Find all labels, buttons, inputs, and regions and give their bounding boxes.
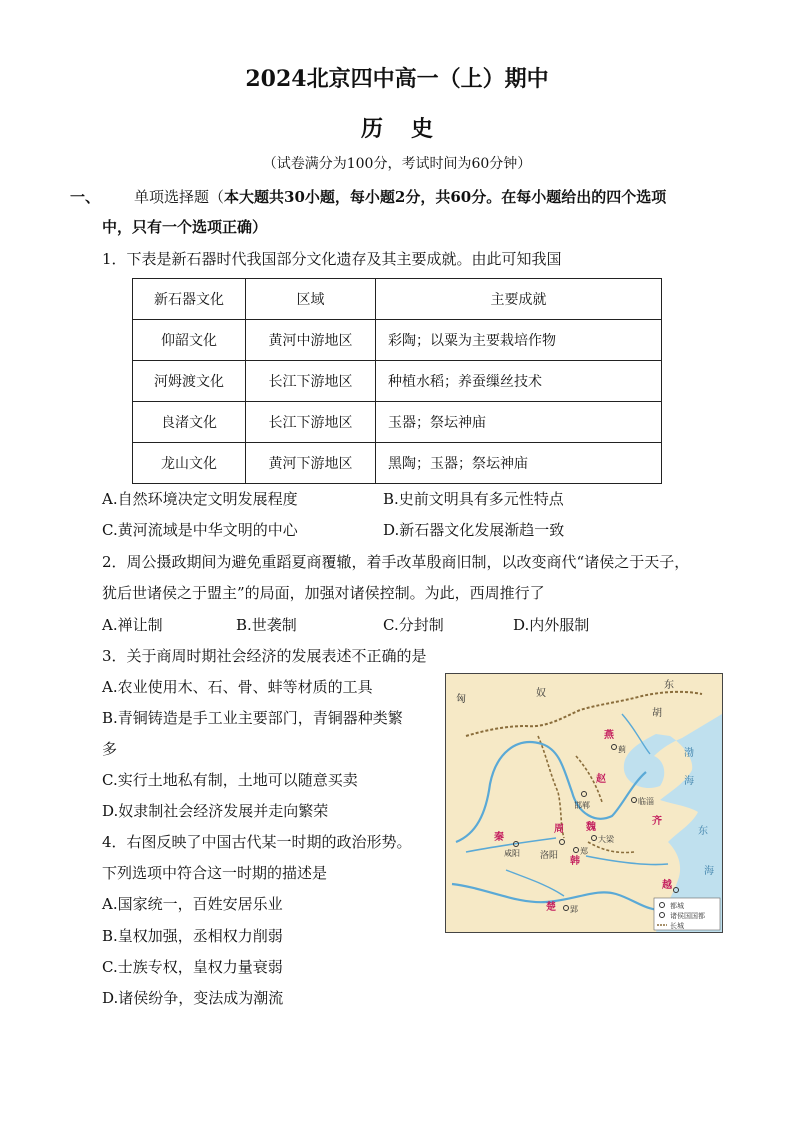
capital-marker [612,745,617,750]
q1-option-c[interactable]: C.黄河流域是中华文明的中心 [102,521,298,539]
q1-stem: 1．下表是新石器时代我国部分文化遗存及其主要成就。由此可知我国 [102,250,562,268]
state-label: 韩 [570,856,580,867]
q2-option-a[interactable]: A.禅让制 [102,616,163,634]
sea-label: 海 [684,776,694,787]
section-instructions-1: 本大题共30小题，每小题2分，共60分。在每小题给出的四个选项 [224,188,667,206]
map-label: 奴 [536,688,546,699]
q3-option-d[interactable]: D.奴隶制社会经济发展并走向繁荣 [102,802,329,820]
q3-option-b[interactable]: B.青铜铸造是手工业主要部门，青铜器种类繁 [102,709,403,727]
table-header-cell: 新石器文化 [133,279,246,320]
table-cell: 玉器；祭坛神庙 [376,402,662,443]
q4-option-a[interactable]: A.国家统一，百姓安居乐业 [102,895,283,913]
table-cell: 种植水稻；养蚕缫丝技术 [376,361,662,402]
section-lead: 单项选择题（ [134,188,225,206]
q4-option-c[interactable]: C.士族专权，皇权力量衰弱 [102,958,283,976]
state-label: 魏 [586,822,596,833]
subject-title: 历史 [360,116,461,142]
table-cell: 河姆渡文化 [133,361,246,402]
capital-marker [574,848,579,853]
q1-option-d[interactable]: D.新石器文化发展渐趋一致 [383,521,565,539]
state-label: 齐 [652,816,662,827]
q2-option-c[interactable]: C.分封制 [383,616,444,634]
state-label: 楚 [546,902,556,913]
q4-option-d[interactable]: D.诸侯纷争，变法成为潮流 [102,989,284,1007]
yangtze-river [452,884,668,910]
q4-option-b[interactable]: B.皇权加强，丞相权力削弱 [102,927,283,945]
table-header-cell: 主要成就 [376,279,662,320]
q1-option-b[interactable]: B.史前文明具有多元性特点 [383,490,564,508]
city-label: 郢 [570,905,578,914]
table-row [133,402,662,443]
state-wall [538,736,564,838]
q3-stem: 3．关于商周时期社会经济的发展表述不正确的是 [102,647,427,665]
table-cell: 黄河下游地区 [246,443,376,484]
table-row [133,443,662,484]
legend-label: 诸侯国国都 [670,912,705,920]
table-row [133,320,662,361]
great-wall [466,692,702,736]
legend-label: 都城 [670,902,684,910]
q2-stem-line1: 2．周公摄政期间为避免重蹈夏商覆辙，着手改革殷商旧制，以改变商代“诸侯之于天子， [102,553,690,571]
yellow-river [456,742,646,842]
state-label: 秦 [494,832,504,843]
han-river [506,870,564,896]
q3-option-a[interactable]: A.农业使用木、石、骨、蚌等材质的工具 [102,678,373,696]
exam-note: （试卷满分为100分，考试时间为60分钟） [262,156,532,172]
section-heading [70,186,666,207]
city-label: 洛阳 [540,851,559,861]
table-cell: 龙山文化 [133,443,246,484]
q1-option-a[interactable]: A.自然环境决定文明发展程度 [102,490,298,508]
capital-marker [560,840,565,845]
table-cell: 长江下游地区 [246,361,376,402]
table-cell: 彩陶；以粟为主要栽培作物 [376,320,662,361]
sea-label: 东 [698,826,708,837]
huai-river [586,856,668,865]
table-row [133,361,662,402]
section-instructions-2: 中，只有一个选项正确） [102,218,268,236]
capital-marker [592,836,597,841]
city-label: 大梁 [598,835,614,844]
table-cell: 良渚文化 [133,402,246,443]
page-title: 2024北京四中高一（上）期中 [245,66,549,92]
city-label: 临淄 [638,797,654,806]
capital-marker [582,792,587,797]
q3-option-b-cont: 多 [102,740,118,758]
sea-label: 渤 [684,748,694,759]
table-header-row [133,279,662,320]
table-cell: 仰韶文化 [133,320,246,361]
historical-map [445,673,723,933]
table-cell: 黑陶；玉器；祭坛神庙 [376,443,662,484]
state-label: 越 [662,880,672,891]
state-label: 周 [554,824,564,835]
section-number: 一、 [70,188,101,206]
map-label: 东 [664,680,674,691]
table-cell: 长江下游地区 [246,402,376,443]
capital-marker [564,906,569,911]
city-label: 蓟 [618,745,626,754]
q2-stem-line2: 犹后世诸侯之于盟主”的局面，加强对诸侯控制。为此，西周推行了 [102,584,545,602]
q2-option-b[interactable]: B.世袭制 [236,616,297,634]
state-label: 赵 [596,774,606,785]
table-header-cell: 区域 [246,279,376,320]
culture-table [132,278,662,484]
table-cell: 黄河中游地区 [246,320,376,361]
q3-option-c[interactable]: C.实行土地私有制，土地可以随意买卖 [102,771,358,789]
sea-label: 海 [704,866,714,877]
map-label: 匈 [456,694,466,705]
city-label: 邯郸 [574,801,590,810]
map-svg [446,674,722,932]
q4-stem-line1: 4．右图反映了中国古代某一时期的政治形势。 [102,833,412,851]
q4-stem-line2: 下列选项中符合这一时期的描述是 [102,864,328,882]
city-label: 郑 [580,847,588,856]
capital-marker [632,798,637,803]
map-label: 胡 [652,708,662,719]
city-label: 咸阳 [504,849,520,858]
legend-label: 长城 [670,922,684,930]
q2-option-d[interactable]: D.内外服制 [513,616,590,634]
state-label: 燕 [604,730,614,741]
